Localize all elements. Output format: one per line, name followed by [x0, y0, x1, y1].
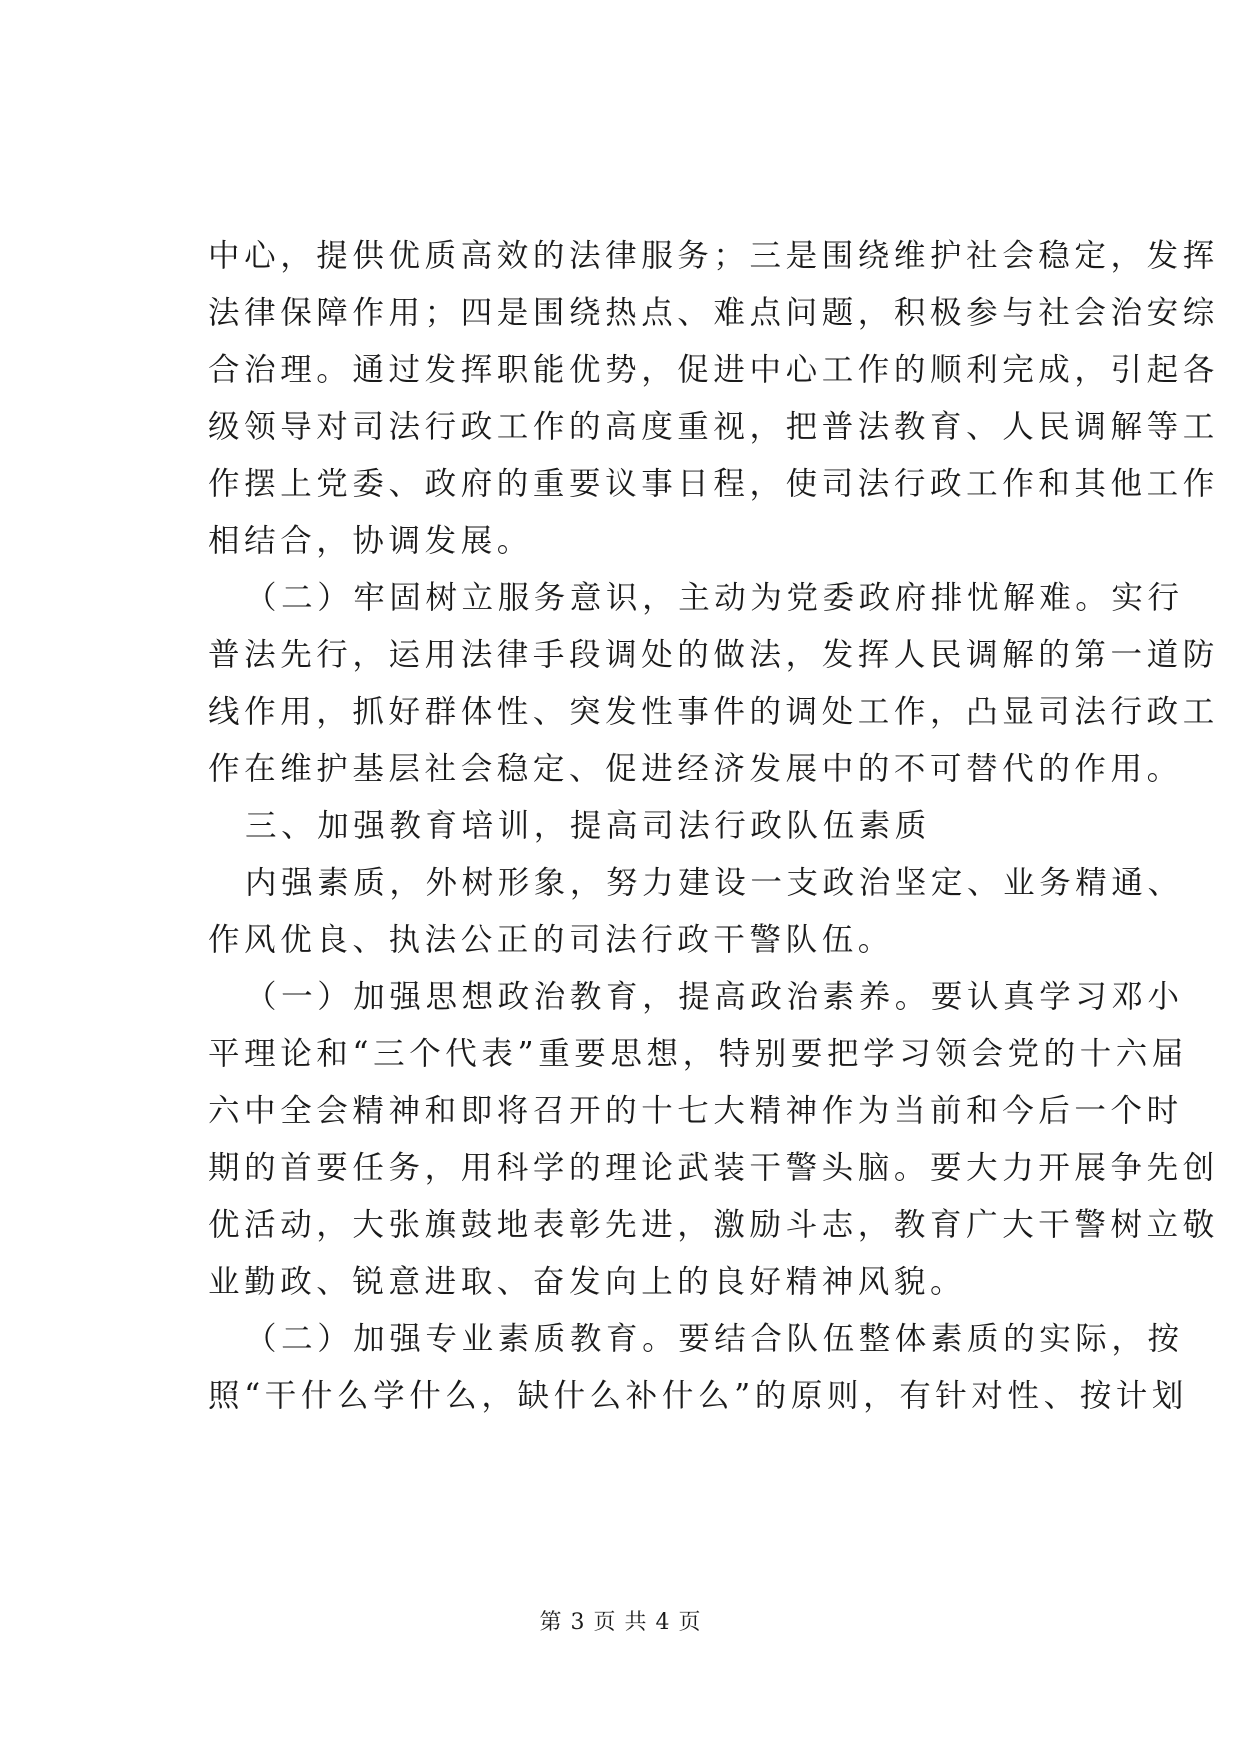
paragraph-start-line: （二）牢固树立服务意识，主动为党委政府排忧解难。实行 [245, 580, 1184, 616]
text-line: 作在维护基层社会稳定、促进经济发展中的不可替代的作用。 [208, 751, 1183, 787]
section-heading: 三、加强教育培训，提高司法行政队伍素质 [245, 808, 931, 844]
text-line: 法律保障作用；四是围绕热点、难点问题，积极参与社会治安综 [208, 295, 1219, 331]
text-line: 级领导对司法行政工作的高度重视，把普法教育、人民调解等工 [208, 409, 1219, 445]
text-line: 平理论和“三个代表”重要思想，特别要把学习领会党的十六届 [208, 1036, 1189, 1072]
text-line: 合治理。通过发挥职能优势，促进中心工作的顺利完成，引起各 [208, 352, 1219, 388]
text-line: 相结合，协调发展。 [208, 523, 533, 559]
paragraph-start-line: （二）加强专业素质教育。要结合队伍整体素质的实际，按 [245, 1321, 1184, 1357]
text-line: 作摆上党委、政府的重要议事日程，使司法行政工作和其他工作 [208, 466, 1219, 502]
page-number-footer: 第 3 页 共 4 页 [539, 1610, 702, 1635]
text-line: 普法先行，运用法律手段调处的做法，发挥人民调解的第一道防 [208, 637, 1219, 673]
text-line: 作风优良、执法公正的司法行政干警队伍。 [208, 922, 894, 958]
text-line: 业勤政、锐意进取、奋发向上的良好精神风貌。 [208, 1264, 967, 1300]
text-line: 照“干什么学什么，缺什么补什么”的原则，有针对性、按计划 [208, 1378, 1189, 1414]
text-line: 中心，提供优质高效的法律服务；三是围绕维护社会稳定，发挥 [208, 238, 1219, 274]
text-line: 期的首要任务，用科学的理论武装干警头脑。要大力开展争先创 [208, 1150, 1219, 1186]
text-line: 六中全会精神和即将召开的十七大精神作为当前和今后一个时 [208, 1093, 1183, 1129]
text-line: 优活动，大张旗鼓地表彰先进，激励斗志，教育广大干警树立敬 [208, 1207, 1219, 1243]
text-line: 线作用，抓好群体性、突发性事件的调处工作，凸显司法行政工 [208, 694, 1219, 730]
paragraph-start-line: （一）加强思想政治教育，提高政治素养。要认真学习邓小 [245, 979, 1184, 1015]
paragraph-start-line: 内强素质，外树形象，努力建设一支政治坚定、业务精通、 [245, 865, 1184, 901]
